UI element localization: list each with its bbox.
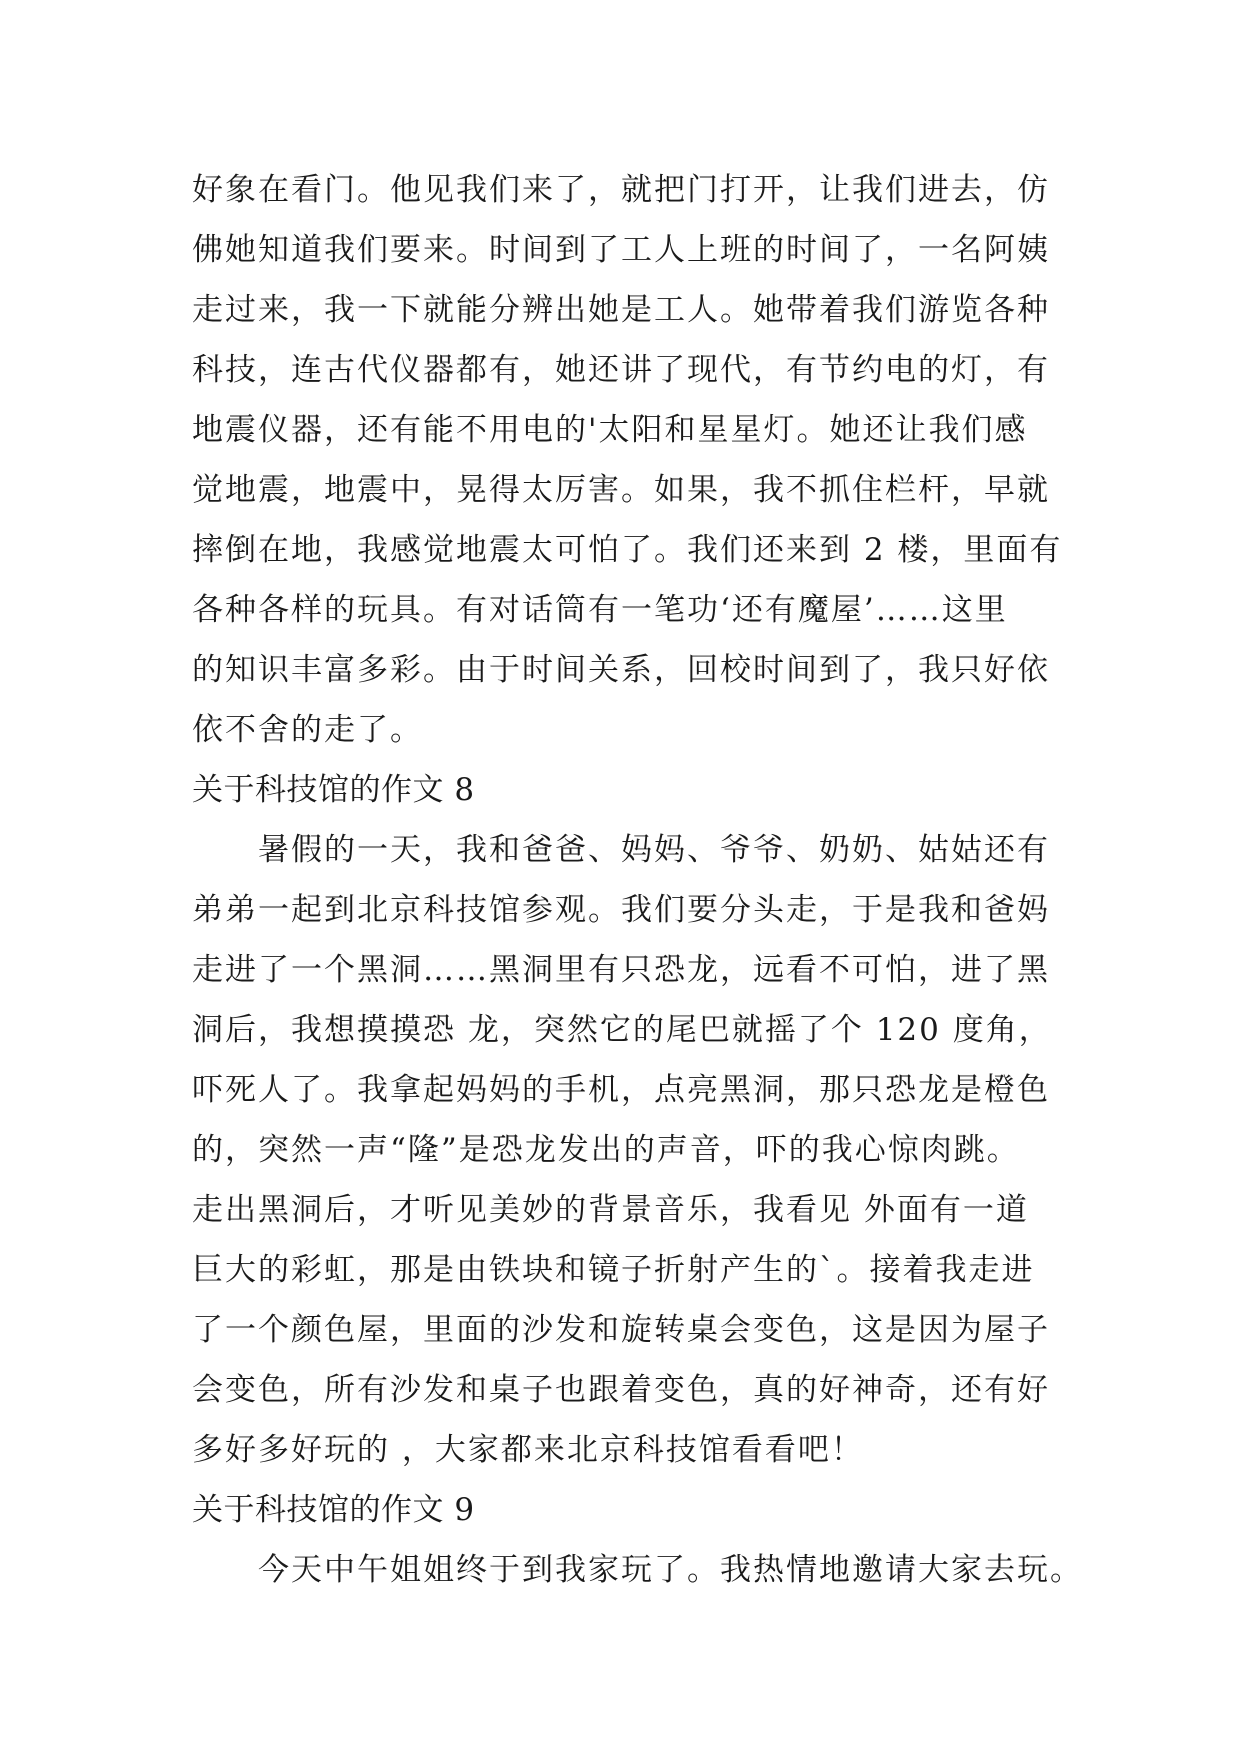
paragraph-line: 佛她知道我们要来。时间到了工人上班的时间了，一名阿姨 [192, 232, 1050, 268]
paragraph-line: 今天中午姐姐终于到我家玩了。我热情地邀请大家去玩。 [258, 1552, 1083, 1588]
paragraph-line: 各种各样的玩具。有对话筒有一笔功‘还有魔屋’……这里 [192, 592, 1008, 628]
paragraph-line: 走进了一个黑洞……黑洞里有只恐龙，远看不可怕，进了黑 [192, 952, 1050, 988]
paragraph-line: 摔倒在地，我感觉地震太可怕了。我们还来到 2 楼，里面有 [192, 532, 1063, 568]
section-heading: 关于科技馆的作文 8 [192, 772, 475, 808]
paragraph-line: 暑假的一天，我和爸爸、妈妈、爷爷、奶奶、姑姑还有 [258, 832, 1050, 868]
paragraph-line: 会变色，所有沙发和桌子也跟着变色，真的好神奇，还有好 [192, 1372, 1050, 1408]
paragraph-line: 好象在看门。他见我们来了，就把门打开，让我们进去，仿 [192, 172, 1050, 208]
paragraph-line: 洞后，我想摸摸恐 龙，突然它的尾巴就摇了个 120 度角， [192, 1012, 1052, 1048]
paragraph-line: 走过来，我一下就能分辨出她是工人。她带着我们游览各种 [192, 292, 1050, 328]
paragraph-line: 依不舍的走了。 [192, 712, 423, 748]
paragraph-line: 吓死人了。我拿起妈妈的手机，点亮黑洞，那只恐龙是橙色 [192, 1072, 1050, 1108]
paragraph-line: 巨大的彩虹，那是由铁块和镜子折射产生的`。接着我走进 [192, 1252, 1035, 1288]
document-body [192, 160, 1083, 1600]
paragraph-line: 走出黑洞后，才听见美妙的背景音乐，我看见 外面有一道 [192, 1192, 1029, 1228]
paragraph-line: 了一个颜色屋，里面的沙发和旋转桌会变色，这是因为屋子 [192, 1312, 1050, 1348]
paragraph-line: 觉地震，地震中，晃得太厉害。如果，我不抓住栏杆，早就 [192, 472, 1050, 508]
paragraph-line: 科技，连古代仪器都有，她还讲了现代，有节约电的灯，有 [192, 352, 1050, 388]
paragraph-line: 地震仪器，还有能不用电的'太阳和星星灯。她还让我们感 [192, 412, 1028, 448]
paragraph-line: 的知识丰富多彩。由于时间关系，回校时间到了，我只好依 [192, 652, 1050, 688]
paragraph-line: 多好多好玩的 ，大家都来北京科技馆看看吧！ [192, 1432, 864, 1468]
paragraph-line: 弟弟一起到北京科技馆参观。我们要分头走，于是我和爸妈 [192, 892, 1050, 928]
paragraph-line: 的，突然一声“隆”是恐龙发出的声音，吓的我心惊肉跳。 [192, 1132, 1020, 1168]
section-heading: 关于科技馆的作文 9 [192, 1492, 475, 1528]
